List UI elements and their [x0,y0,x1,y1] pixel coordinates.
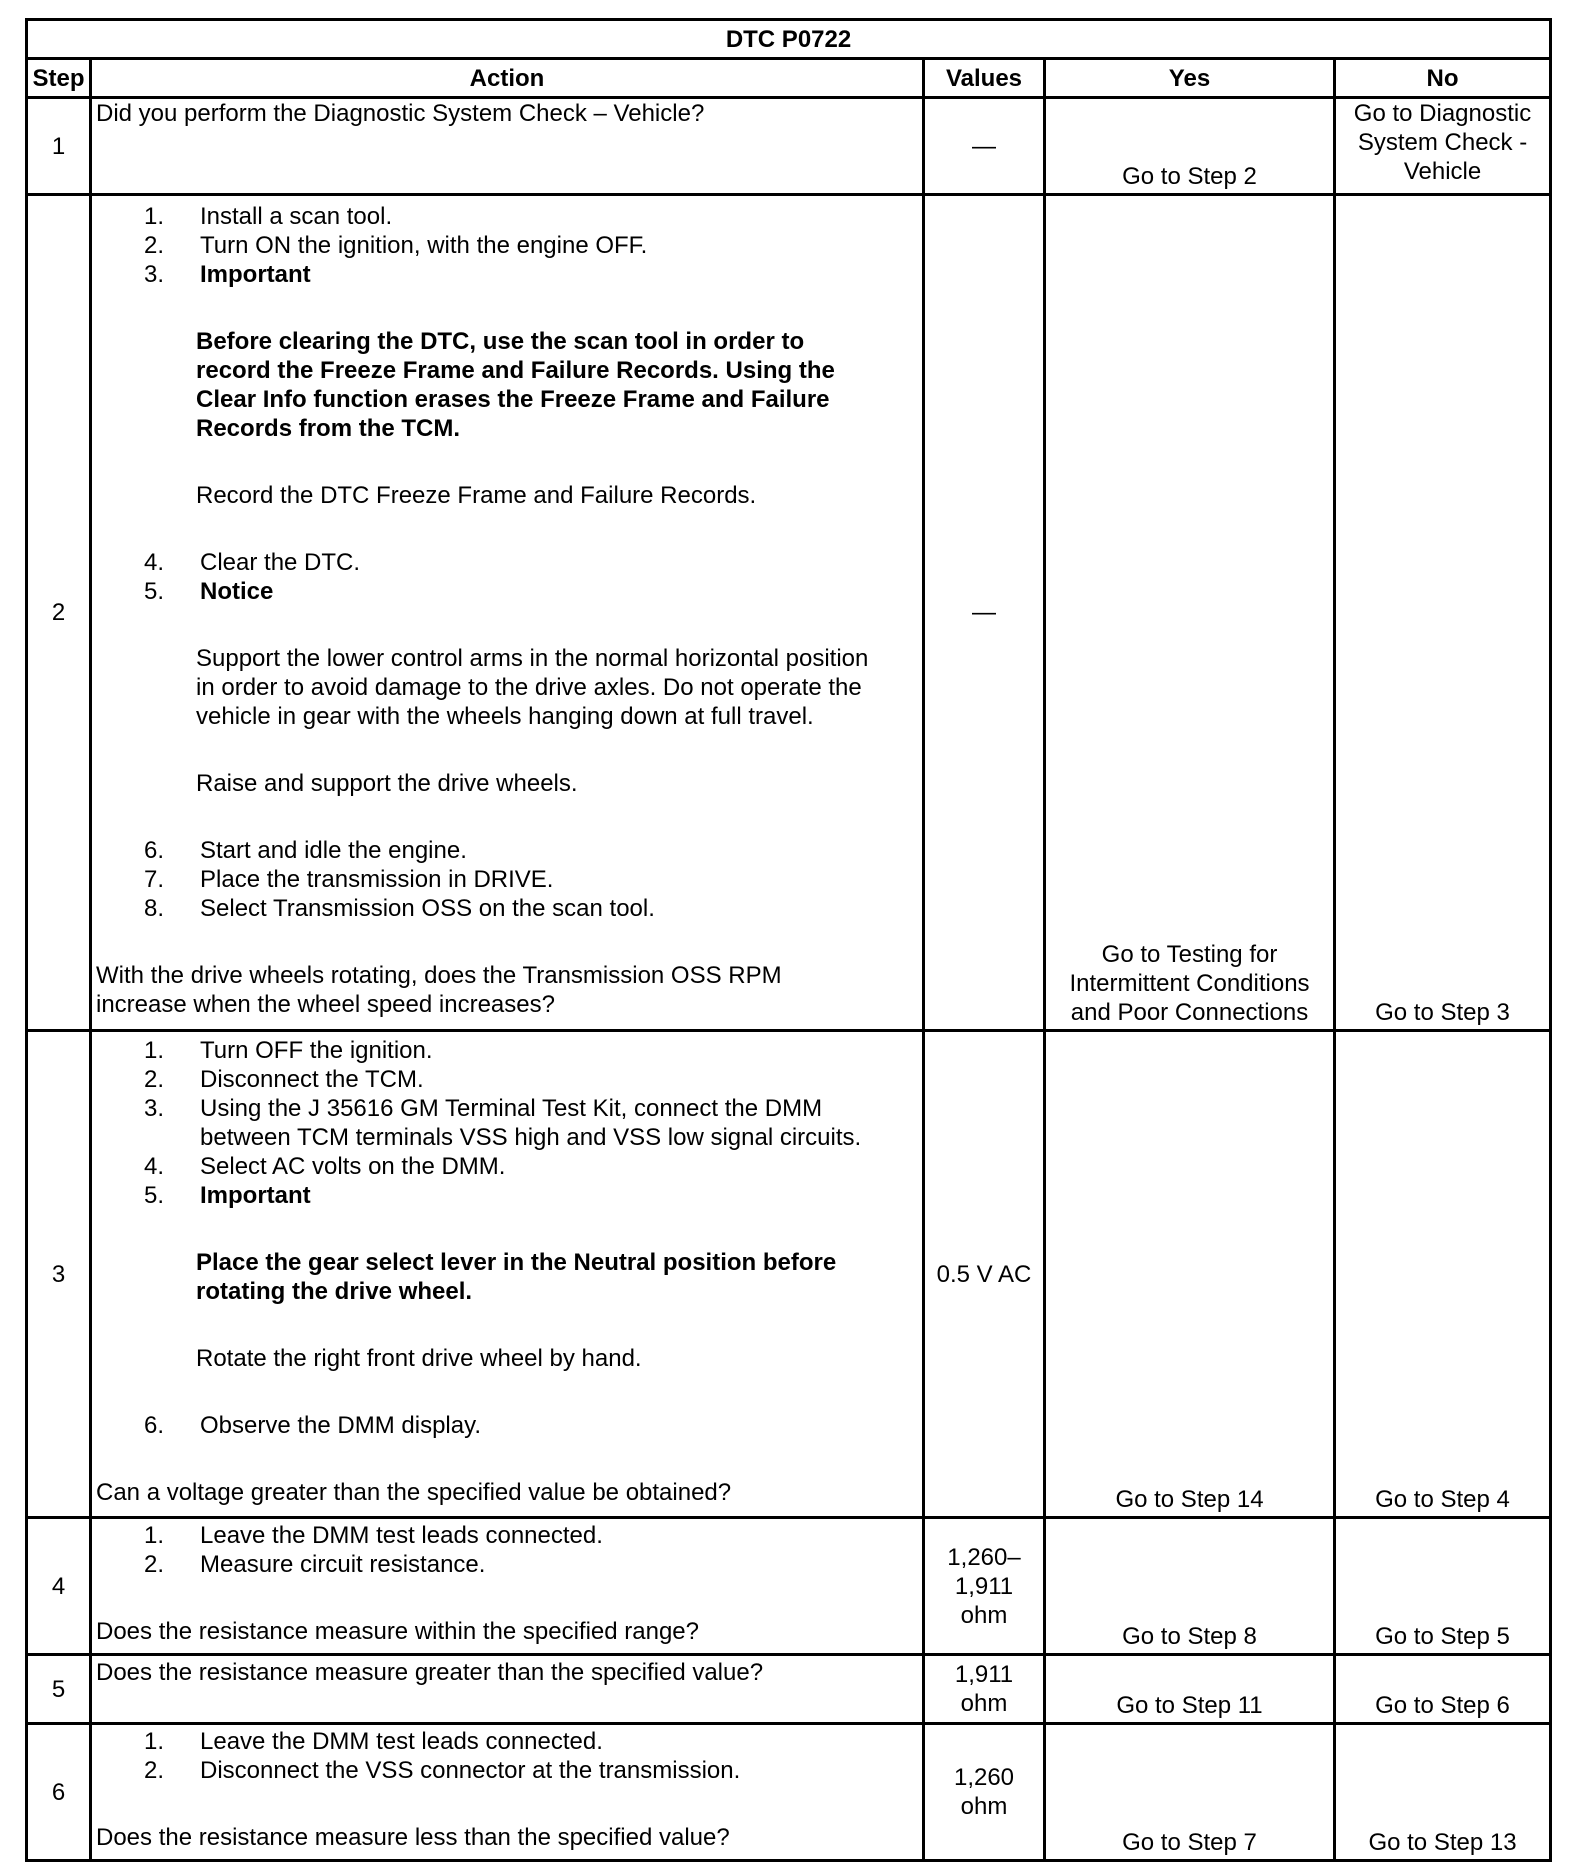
header-action: Action [91,59,924,98]
yes-cell [1045,1518,1335,1655]
no-link[interactable]: Go to Step 3 [1375,999,1510,1026]
note-line: in order to avoid damage to the drive axles. Do not operate the [196,674,862,701]
value-line: 1,911 [954,1572,1014,1600]
value-line: ohm [960,1601,1008,1629]
no-cell [1335,98,1551,195]
list-item [96,1181,914,1210]
list-item [96,202,914,231]
table-title: DTC P0722 [27,20,1551,59]
list-number: 6. [144,1412,165,1439]
action-cell [91,1655,924,1724]
list-item [96,231,914,260]
list-text: Important [200,261,311,288]
question-text: Does the resistance measure greater than the specified value? [96,1659,764,1686]
yes-cell [1045,195,1335,1031]
list-item [96,865,914,894]
yes-link[interactable]: Go to Step 14 [1115,1486,1264,1513]
list-text: Notice [200,578,274,605]
yes-cell [1045,1031,1335,1518]
yes-cell [1045,1724,1335,1861]
important-note [96,1248,914,1306]
list-item [96,1065,914,1094]
values-cell: 0.5 V AC [924,1031,1045,1518]
list-text: Leave the DMM test leads connected. [200,1522,603,1549]
yes-cell [1045,98,1335,195]
no-link[interactable] [1340,99,1545,186]
table-row-step-2 [27,195,1551,1031]
values-cell: — [924,98,1045,195]
question-text: Did you perform the Diagnostic System Check – Vehicle? [96,100,705,127]
question-text: Does the resistance measure within the specified range? [96,1618,699,1645]
no-cell [1335,1031,1551,1518]
list-number: 1. [144,203,165,230]
list-number: 7. [144,866,165,893]
table-row-step-6 [27,1724,1551,1861]
list-text: Disconnect the TCM. [200,1066,424,1093]
yes-link[interactable]: Go to Step 11 [1116,1692,1263,1719]
no-link[interactable]: Go to Step 4 [1375,1486,1510,1513]
notice-text [96,644,914,731]
action-cell [91,1031,924,1518]
title-row [27,20,1551,59]
no-cell [1335,1655,1551,1724]
note-line: record the Freeze Frame and Failure Records. Using the [196,357,835,384]
table-row-step-4 [27,1518,1551,1655]
value-line: ohm [960,1793,1008,1820]
no-link[interactable]: Go to Step 5 [1375,1623,1510,1650]
step-number: 3 [27,1031,91,1518]
question-text: Can a voltage greater than the specified value be obtained? [96,1479,732,1506]
list-number: 2. [144,1551,165,1578]
note-line: Place the gear select lever in the Neutral position before [196,1249,837,1276]
list-text: Install a scan tool. [200,203,393,230]
list-item [96,1152,914,1181]
header-yes: Yes [1045,59,1335,98]
step-number: 4 [27,1518,91,1655]
list-number: 1. [144,1522,165,1549]
list-text: Start and idle the engine. [200,837,467,864]
table-row-step-1 [27,98,1551,195]
value-line: 1,260– [947,1543,1021,1571]
list-number: 4. [144,1153,165,1180]
list-item [96,1521,914,1550]
value-line: 1,260 [953,1764,1015,1791]
action-cell [91,1518,924,1655]
list-number: 2. [144,1066,165,1093]
list-text: Clear the DTC. [200,549,361,576]
list-number: 5. [144,578,165,605]
list-item [96,894,914,923]
list-number: 2. [144,232,165,259]
list-item [96,548,914,577]
note-line: Before clearing the DTC, use the scan tool in order to [196,328,805,355]
list-item [96,1036,914,1065]
list-text: Observe the DMM display. [200,1412,481,1439]
values-cell: — [924,195,1045,1031]
list-number: 6. [144,837,165,864]
note-line: rotating the drive wheel. [196,1278,473,1305]
list-number: 5. [144,1182,165,1209]
values-cell [924,1655,1045,1724]
note-line: Records from the TCM. [196,415,461,442]
question-text [96,961,914,1019]
step-number: 5 [27,1655,91,1724]
list-text: Turn ON the ignition, with the engine OFF. [200,232,648,259]
table-row-step-5 [27,1655,1551,1724]
no-cell [1335,195,1551,1031]
header-no: No [1335,59,1551,98]
no-line: Vehicle [1403,158,1482,185]
no-link[interactable]: Go to Step 6 [1375,1692,1510,1719]
step-number: 6 [27,1724,91,1861]
question-line: With the drive wheels rotating, does the Transmission OSS RPM [96,962,782,989]
no-link[interactable]: Go to Step 13 [1368,1829,1517,1856]
yes-cell [1045,1655,1335,1724]
header-step: Step [27,59,91,98]
list-text: Leave the DMM test leads connected. [200,1728,603,1755]
list-text: Measure circuit resistance. [200,1551,486,1578]
list-item [96,577,914,606]
list-number: 3. [144,1095,165,1122]
yes-line: Go to Testing for [1101,941,1278,968]
list-item [96,836,914,865]
list-item [96,260,914,289]
list-item [96,1411,914,1440]
yes-link[interactable]: Go to Step 8 [1122,1623,1257,1650]
list-text: Turn OFF the ignition. [200,1037,433,1064]
yes-line: Intermittent Conditions [1069,970,1310,997]
yes-link[interactable]: Go to Step 7 [1122,1829,1257,1856]
list-number: 3. [144,261,165,288]
list-number: 8. [144,895,165,922]
note-line: Support the lower control arms in the normal horizontal position [196,645,869,672]
yes-link[interactable]: Go to Step 2 [1122,163,1257,190]
yes-link[interactable] [1050,940,1329,1027]
list-item [96,1756,914,1785]
important-note [96,327,914,443]
list-text: between TCM terminals VSS high and VSS low signal circuits. [200,1124,862,1151]
no-line: Go to Diagnostic [1353,100,1532,127]
list-item [96,1094,914,1152]
list-text: Select AC volts on the DMM. [200,1153,506,1180]
no-line: System Check - [1357,129,1528,156]
list-text: Select Transmission OSS on the scan tool. [200,895,655,922]
header-values: Values [924,59,1045,98]
list-number: 4. [144,549,165,576]
list-text: Place the transmission in DRIVE. [200,866,554,893]
list-number: 1. [144,1037,165,1064]
action-cell [91,98,924,195]
values-cell [924,1724,1045,1861]
action-cell [91,1724,924,1861]
no-cell [1335,1518,1551,1655]
value-line: ohm [960,1690,1008,1717]
list-text: Important [200,1182,311,1209]
table-row-step-3 [27,1031,1551,1518]
note-line: vehicle in gear with the wheels hanging down at full travel. [196,703,814,730]
dtc-table [25,18,1552,1862]
yes-line: and Poor Connections [1070,999,1309,1026]
step-number: 1 [27,98,91,195]
list-number: 2. [144,1757,165,1784]
no-cell [1335,1724,1551,1861]
list-item [96,1550,914,1579]
value-line: 1,911 [954,1661,1014,1688]
list-number: 1. [144,1728,165,1755]
question-line: increase when the wheel speed increases? [96,991,555,1018]
instruction-text: Rotate the right front drive wheel by hand. [196,1345,642,1372]
question-text: Does the resistance measure less than the specified value? [96,1824,730,1851]
list-text: Disconnect the VSS connector at the transmission. [200,1757,741,1784]
instruction-text: Raise and support the drive wheels. [196,770,578,797]
step-number: 2 [27,195,91,1031]
list-item [96,1727,914,1756]
action-cell [91,195,924,1031]
note-line: Clear Info function erases the Freeze Frame and Failure [196,386,830,413]
list-text: Using the J 35616 GM Terminal Test Kit, connect the DMM [200,1095,823,1122]
header-row [27,59,1551,98]
values-cell [924,1518,1045,1655]
instruction-text: Record the DTC Freeze Frame and Failure Records. [196,482,757,509]
